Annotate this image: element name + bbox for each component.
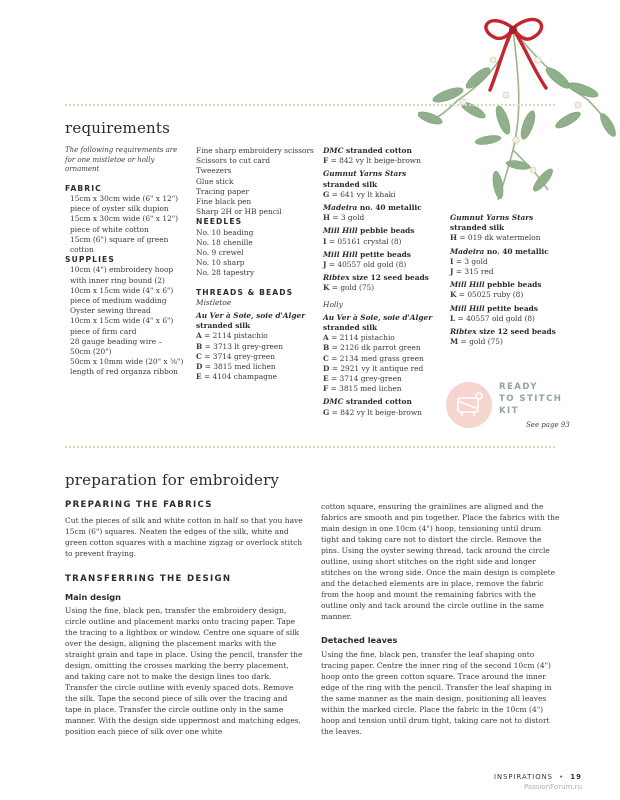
thread-item: H = 019 dk watermelon: [450, 233, 541, 243]
madeira-heading: Madeira no. 40 metallic: [323, 203, 422, 213]
supplies-item: Fine sharp embroidery scissors: [196, 146, 314, 155]
see-page-link[interactable]: See page 93: [526, 421, 570, 429]
supplies-item: Scissors to cut card: [196, 156, 271, 166]
thread-item: J = 315 red: [450, 267, 494, 277]
threads-heading: THREADS & BEADS: [196, 287, 294, 297]
ausoie-label: Au Ver à Soie, soie d'Alger: [323, 312, 433, 322]
thread-item: D = 3815 med lichen: [196, 362, 276, 372]
thread-item: A = 2114 pistachio: [196, 331, 268, 341]
watermark: PassionForum.ru: [524, 783, 582, 791]
needle-item: No. 18 chenille: [196, 237, 253, 247]
supplies-item: Tracing paper: [196, 186, 249, 196]
thread-item: D = 2921 vy lt antique red: [323, 363, 424, 373]
stranded-silk-label: stranded silk: [323, 179, 378, 189]
thread-item: B = 2126 dk parrot green: [323, 343, 421, 353]
supplies-item: 50cm x 10mm wide (20" x ⅜") length of red organza ribbon: [70, 357, 184, 377]
transferring-design-heading: TRANSFERRING THE DESIGN: [65, 574, 232, 584]
thread-item: I = 3 gold: [450, 256, 488, 266]
thread-item: F = 842 vy lt beige-brown: [323, 156, 421, 166]
ready-kit-line-2: TO STITCH: [499, 394, 563, 404]
holly-label: Holly: [323, 299, 343, 309]
supplies-heading: SUPPLIES: [65, 255, 115, 265]
stranded-silk-label: stranded silk: [196, 321, 251, 331]
preparing-fabrics-text: Cut the pieces of silk and white cotton in half so that you have 15cm (6") squares. Neaten the edges of the silk, white and green cotton squares with a machine zigzag or overlock stitch to prevent fraying.: [65, 516, 303, 558]
stranded-silk-label: stranded silk: [450, 223, 505, 233]
footer-bullet: •: [559, 773, 565, 781]
ready-kit-line-3: KIT: [499, 406, 519, 416]
thread-item: E = 3714 grey-green: [323, 374, 402, 384]
supplies-item: Glue stick: [196, 176, 234, 186]
preparation-title: preparation for embroidery: [65, 471, 280, 489]
middle-dotted-rule: [65, 446, 555, 448]
main-design-heading: Main design: [65, 592, 121, 602]
main-design-text-continued: cotton square, ensuring the grainlines are aligned and the fabrics are smooth and pin together. Place the fabrics with the main design in one 10cm (4") hoop, tensioning until drum tight and taking care not to distort the circle. Remove the pins. Using the oyster sewing thread, tack around the circle outline, using short stitches on the right side and longer stitches on the wrong side. Once the main design is complete and the detached elements are in place, remove the fabric from the hoop and mount the remaining fabrics with the outline only and tack around the circle outline in the same manner.: [321, 502, 560, 621]
supplies-item: 10cm (4") embroidery hoop with inner ring bound (2): [70, 265, 174, 285]
thread-item: M = gold (75): [450, 337, 503, 347]
thread-item: K = gold (75): [323, 283, 375, 293]
ready-kit-line-1: READY: [499, 382, 538, 392]
requirements-title: requirements: [65, 119, 171, 137]
requirements-intro: The following requirements are for one mistletoe or holly ornament: [65, 146, 178, 174]
fabric-item: 15cm (6") square of green cotton: [70, 234, 169, 254]
detached-leaves-text: Using the fine, black pen, transfer the leaf shaping onto tracing paper. Centre the inner ring of the second 10cm (4") hoop onto the green cotton square. Trace around the inner edge of the ring with the pencil. Transfer the leaf shaping in the same manner as the main design, positioning all leaves within the marked circle. Place the fabric in the 10cm (4") hoop and tension until drum tight, taking care not to distort the leaves.: [321, 650, 552, 736]
page-footer: [494, 773, 582, 781]
footer-section: INSPIRATIONS: [494, 773, 553, 781]
thread-item: F = 3815 med lichen: [323, 384, 402, 394]
top-dotted-rule: [65, 104, 555, 106]
requirements-column-1: [65, 146, 185, 378]
thread-item: G = 641 vy lt khaki: [323, 189, 396, 199]
supplies-item: Fine black pen: [196, 197, 252, 207]
gumnut-label: Gumnut Yarns Stars: [323, 169, 407, 179]
kit-sewing-icon: [446, 382, 492, 428]
fabric-item: 15cm x 30cm wide (6" x 12") piece of oyster silk dupion: [70, 193, 179, 214]
millhill-pebble-heading: Mill Hill pebble beads: [323, 226, 415, 236]
requirements-column-3: [323, 146, 445, 418]
thread-item: C = 3714 grey-green: [196, 351, 276, 361]
millhill-petite-heading: Mill Hill petite beads: [450, 303, 538, 313]
supplies-item: Oyster sewing thread: [70, 306, 151, 316]
preparing-fabrics-heading: PREPARING THE FABRICS: [65, 500, 213, 510]
needles-heading: NEEDLES: [196, 217, 243, 227]
requirements-column-2: [196, 146, 314, 382]
millhill-pebble-heading: Mill Hill pebble beads: [450, 280, 542, 290]
needle-item: No. 9 crewel: [196, 248, 244, 258]
thread-item: E = 4104 champagne: [196, 372, 278, 382]
fabric-item: 15cm x 30cm wide (6" x 12") piece of white cotton: [70, 214, 179, 234]
mistletoe-illustration: [418, 0, 618, 215]
thread-item: A = 2114 pistachio: [323, 333, 395, 343]
requirements-column-4: [450, 213, 560, 347]
supplies-item: 28 gauge beading wire – 50cm (20"): [70, 336, 163, 357]
supplies-item: Sharp 2H or HB pencil: [196, 207, 282, 217]
ready-kit-badge[interactable]: [446, 382, 492, 428]
needle-item: No. 10 sharp: [196, 258, 245, 268]
ausoie-label: Au Ver à Soie, soie d'Alger: [196, 311, 306, 321]
thread-item: K = 05025 ruby (8): [450, 290, 524, 300]
dmc-heading: DMC stranded cotton: [323, 146, 412, 155]
thread-item: H = 3 gold: [323, 213, 365, 223]
dmc-heading: DMC stranded cotton: [323, 397, 412, 407]
madeira-heading: Madeira no. 40 metallic: [450, 246, 549, 256]
millhill-petite-heading: Mill Hill petite beads: [323, 249, 411, 259]
mistletoe-label: Mistletoe: [196, 297, 232, 307]
thread-item: I = 05161 crystal (8): [323, 236, 402, 246]
stranded-silk-label: stranded silk: [323, 323, 378, 333]
thread-item: B = 3713 lt grey-green: [196, 341, 284, 351]
needle-item: No. 10 beading: [196, 227, 254, 237]
thread-item: C = 2134 med grass green: [323, 353, 424, 363]
needle-item: No. 28 tapestry: [196, 268, 255, 278]
thread-item: L = 40557 old gold (8): [450, 313, 535, 323]
supplies-item: 10cm x 15cm wide (4" x 6") piece of medium wadding: [70, 285, 174, 306]
thread-item: G = 842 vy lt beige-brown: [323, 407, 422, 417]
detached-leaves-heading: Detached leaves: [321, 635, 398, 645]
gumnut-label: Gumnut Yarns Stars: [450, 213, 534, 222]
fabric-heading: FABRIC: [65, 183, 102, 193]
thread-item: J = 40557 old gold (8): [323, 260, 407, 270]
page-number: 19: [570, 773, 582, 781]
supplies-item: Tweezers: [196, 166, 232, 176]
ribtex-heading: Ribtex size 12 seed beads: [450, 327, 556, 337]
main-design-text: Using the fine, black pen, transfer the embroidery design, circle outline and placement marks onto tracing paper. Tape the tracing to a lightbox or window. Centre one square of silk over the design, aligning the placement marks with the straight grain and tape in place. Using the pencil, transfer the design, omitting the crosses marking the berry placement, and taking care not to make the design lines too dark. Transfer the circle outline with evenly spaced dots. Remove the silk. Tape the second piece of silk over the tracing and tape in place. Transfer the circle outline only in the same manner. With the design side uppermost and matching edges, position each piece of silk over one white: [65, 606, 303, 736]
supplies-item: 10cm x 15cm wide (4" x 6") piece of firm card: [70, 316, 174, 336]
ribtex-heading: Ribtex size 12 seed beads: [323, 273, 429, 283]
